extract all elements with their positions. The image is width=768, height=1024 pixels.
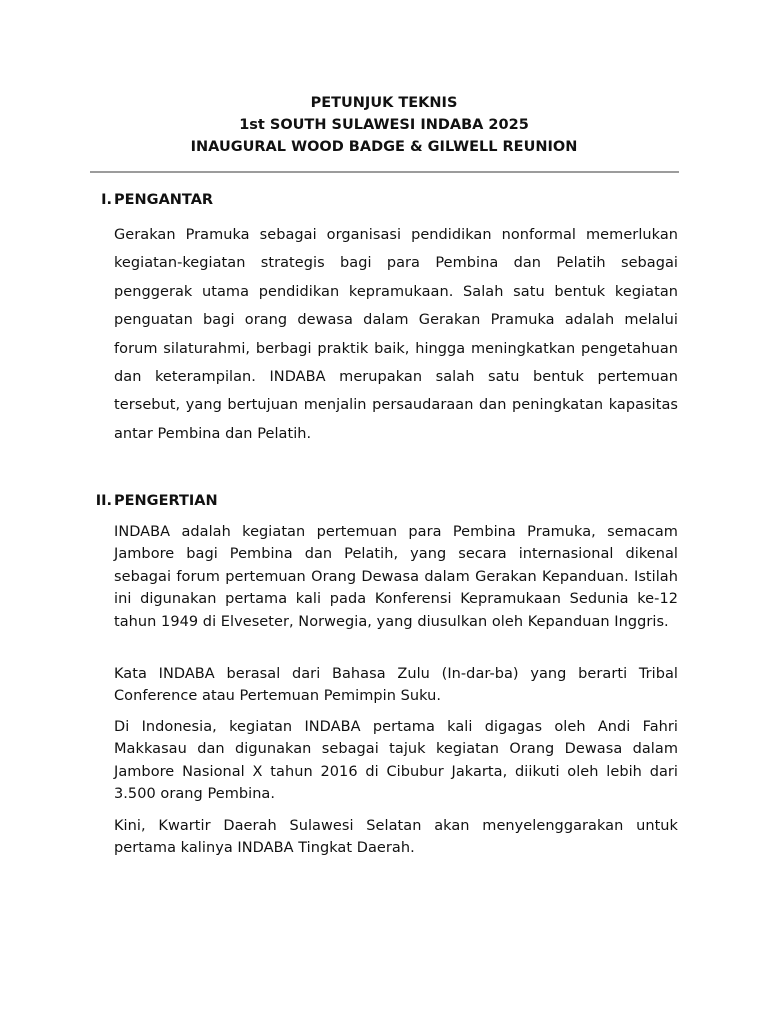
document-title: PETUNJUK TEKNIS <box>310 95 458 111</box>
section-number: I. <box>101 192 112 208</box>
event-title: 1st SOUTH SULAWESI INDABA 2025 <box>239 117 529 133</box>
section-title: PENGANTAR <box>114 192 214 208</box>
header-divider <box>90 171 679 173</box>
pengertian-paragraph-1: INDABA adalah kegiatan pertemuan para Pembina Pramuka, semacam Jambore bagi Pembina dan Pelatih, yang secara internasional dikenal sebagai forum pertemuan Orang Dewasa dalam Gerakan Kepanduan. Istilah ini digunakan pertama kali pada Konferensi Kepramukaan Sedunia ke-12 tahun 1949 di Elveseter, Norwegia, yang diusulkan oleh Kepanduan Inggris. <box>114 524 678 630</box>
pengantar-paragraph: Gerakan Pramuka sebagai organisasi pendidikan nonformal memerlukan kegiatan-kegiatan strategis bagi para Pembina dan Pelatih sebagai penggerak utama pendidikan kepramukaan. Salah satu bentuk kegiatan penguatan bagi orang dewasa dalam Gerakan Pramuka adalah melalui forum silaturahmi, berbagi praktik baik, hingga meningkatkan pengetahuan dan keterampilan. INDABA merupakan salah satu bentuk pertemuan tersebut, yang bertujuan menjalin persaudaraan dan peningkatan kapasitas antar Pembina dan Pelatih. <box>114 227 678 442</box>
section-heading-pengertian <box>95 491 218 511</box>
pengertian-paragraph-4: Kini, Kwartir Daerah Sulawesi Selatan akan menyelenggarakan untuk pertama kalinya INDABA Tingkat Daerah. <box>114 818 678 857</box>
document-header <box>90 92 678 158</box>
pengertian-paragraph-3: Di Indonesia, kegiatan INDABA pertama kali digagas oleh Andi Fahri Makkasau dan digunakan sebagai tajuk kegiatan Orang Dewasa dalam Jambore Nasional X tahun 2016 di Cibubur Jakarta, diikuti oleh lebih dari 3.500 orang Pembina. <box>114 719 678 803</box>
section-heading-pengantar <box>101 190 214 210</box>
event-subtitle: INAUGURAL WOOD BADGE & GILWELL REUNION <box>190 139 578 155</box>
section-number: II. <box>95 493 112 509</box>
pengertian-paragraph-2: Kata INDABA berasal dari Bahasa Zulu (In-dar-ba) yang berarti Tribal Conference atau Pertemuan Pemimpin Suku. <box>114 666 678 705</box>
section-title: PENGERTIAN <box>114 493 218 509</box>
